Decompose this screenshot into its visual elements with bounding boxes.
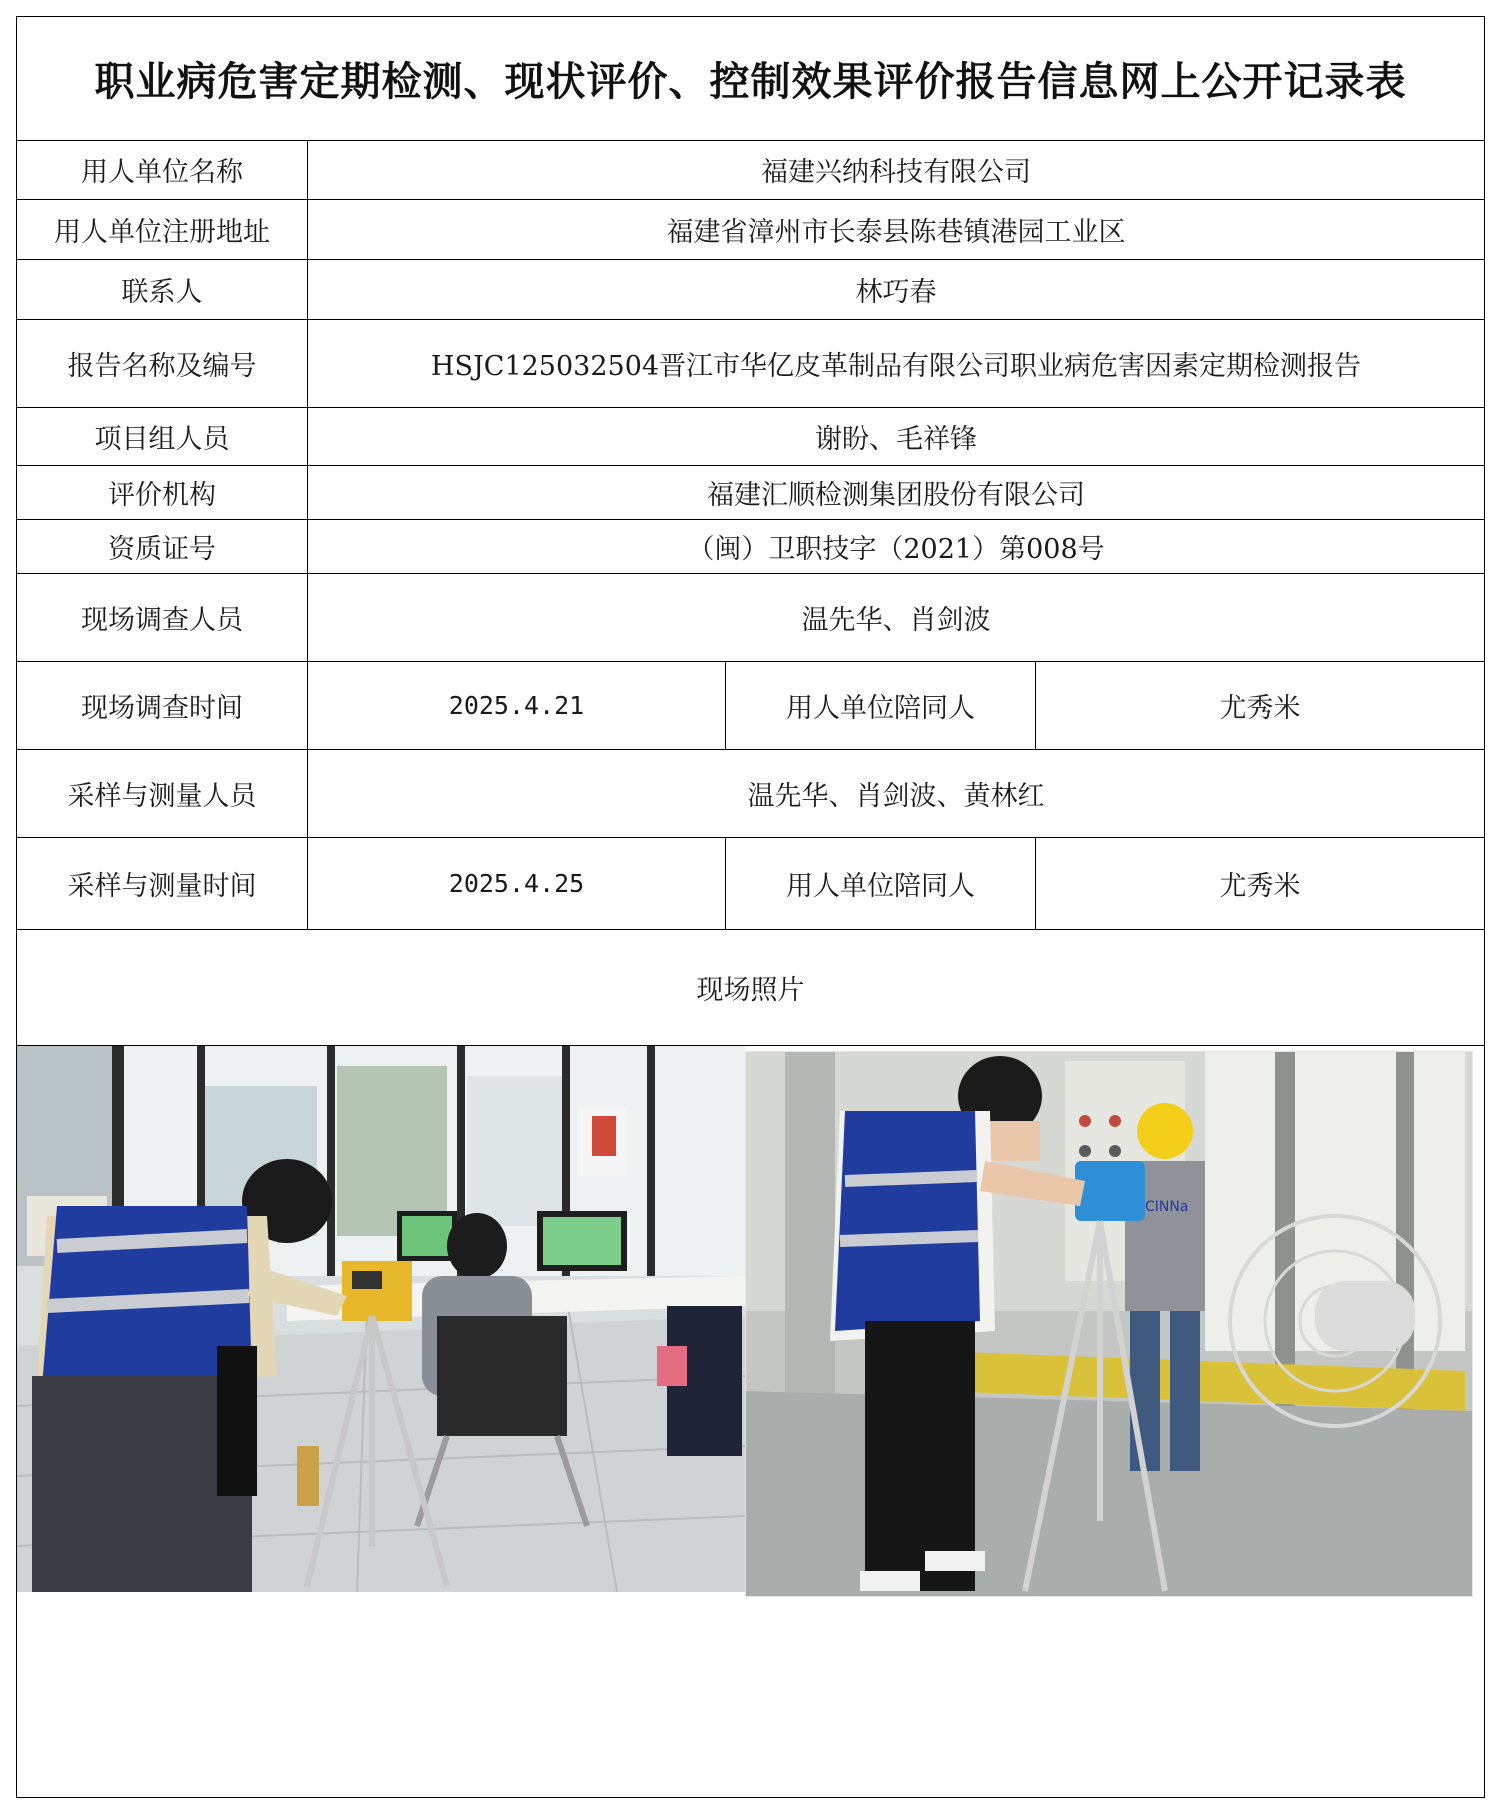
page-title: 职业病危害定期检测、现状评价、控制效果评价报告信息网上公开记录表 xyxy=(17,17,1484,141)
right-shirt-logo: CINNa xyxy=(1145,1199,1189,1215)
agency-value: 福建汇顺检测集团股份有限公司 xyxy=(308,466,1484,520)
contact-value: 林巧春 xyxy=(308,260,1484,320)
cert-value: （闽）卫职技字（2021）第008号 xyxy=(308,520,1484,574)
sampling-escort-label: 用人单位陪同人 xyxy=(726,838,1036,930)
site-photo-control-room xyxy=(17,1046,745,1592)
record-sheet xyxy=(16,16,1485,1798)
sampling-staff-value: 温先华、肖剑波、黄林红 xyxy=(308,750,1484,838)
survey-time-value: 2025.4.21 xyxy=(308,662,726,750)
employer-address-value: 福建省漳州市长泰县陈巷镇港园工业区 xyxy=(308,200,1484,260)
agency-label: 评价机构 xyxy=(17,466,308,520)
team-value: 谢盼、毛祥锋 xyxy=(308,408,1484,466)
employer-name-value: 福建兴纳科技有限公司 xyxy=(308,140,1484,200)
site-photo-production-line xyxy=(745,1051,1473,1597)
survey-time-label: 现场调查时间 xyxy=(17,662,308,750)
contact-label: 联系人 xyxy=(17,260,308,320)
cert-label: 资质证号 xyxy=(17,520,308,574)
survey-staff-value: 温先华、肖剑波 xyxy=(308,574,1484,662)
survey-escort-value: 尤秀米 xyxy=(1036,662,1484,750)
report-value: HSJC125032504晋江市华亿皮革制品有限公司职业病危害因素定期检测报告 xyxy=(308,320,1484,408)
sampling-staff-label: 采样与测量人员 xyxy=(17,750,308,838)
sampling-escort-value: 尤秀米 xyxy=(1036,838,1484,930)
report-label: 报告名称及编号 xyxy=(17,320,308,408)
sampling-time-label: 采样与测量时间 xyxy=(17,838,308,930)
employer-address-label: 用人单位注册地址 xyxy=(17,200,308,260)
employer-name-label: 用人单位名称 xyxy=(17,140,308,200)
sampling-time-value: 2025.4.25 xyxy=(308,838,726,930)
survey-staff-label: 现场调查人员 xyxy=(17,574,308,662)
survey-escort-label: 用人单位陪同人 xyxy=(726,662,1036,750)
team-label: 项目组人员 xyxy=(17,408,308,466)
photos-heading: 现场照片 xyxy=(17,930,1484,1046)
